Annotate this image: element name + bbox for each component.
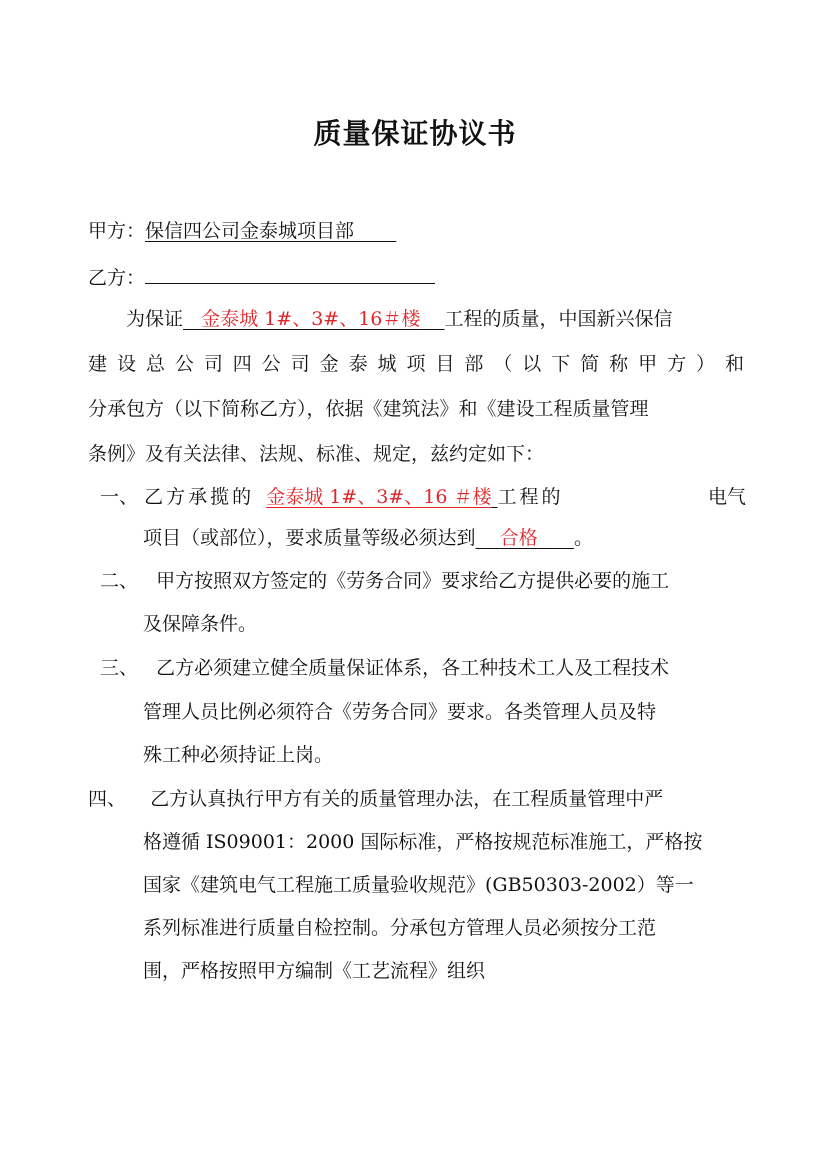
document-title: 质量保证协议书 xyxy=(313,117,517,150)
clause-2-line-1: 二、 甲方按照双方签定的《劳务合同》要求给乙方提供必要的施工 xyxy=(100,570,670,592)
clause-3-line-3: 殊工种必须持证上岗。 xyxy=(143,744,334,766)
clause-4-line-4: 系列标准进行质量自检控制。分承包方管理人员必须按分工范 xyxy=(143,917,657,939)
clause-1-project: 金泰城 1#、3#、16 ＃楼 xyxy=(266,486,492,508)
clause-2-line-2: 及保障条件。 xyxy=(143,613,258,635)
intro-line-4: 条例》及有关法律、法规、标准、规定，兹约定如下： xyxy=(88,443,545,465)
intro-line-2: 建设总公司四公司金泰城项目部（以下简称甲方）和 xyxy=(88,353,744,375)
party-b-label: 乙方： xyxy=(88,267,146,289)
clause-4-line-5: 围，严格按照甲方编制《工艺流程》组织 xyxy=(143,960,486,982)
clause-1-trade: 电气 xyxy=(707,486,746,508)
clause-2-number: 二、 xyxy=(100,570,139,592)
clause-4-line-3: 国家《建筑电气工程施工质量验收规范》(GB50303-2002）等一 xyxy=(143,874,694,896)
clause-1-grade: 合格 xyxy=(499,527,538,549)
party-a-value: 保信四公司金泰城项目部 xyxy=(145,220,355,242)
intro-project: 金泰城 1#、3#、16＃楼 xyxy=(201,308,421,330)
party-b-line xyxy=(88,261,435,291)
clause-3-line-1: 三、 乙方必须建立健全质量保证体系，各工种技术工人及工程技术 xyxy=(100,657,670,679)
clause-1-line-2: 项目（或部位），要求质量等级必须达到 合格 。 xyxy=(143,527,593,549)
clause-4-line-2: 格遵循 IS09001：2000 国际标准，严格按规范标准施工，严格按 xyxy=(143,831,703,853)
clause-3-line-2: 管理人员比例必须符合《劳务合同》要求。各类管理人员及特 xyxy=(143,701,657,723)
party-a-line xyxy=(88,218,396,244)
party-a-label: 甲方： xyxy=(88,220,146,242)
clause-4-number: 四、 xyxy=(88,788,127,810)
intro-line-3: 分承包方（以下简称乙方），依据《建筑法》和《建设工程质量管理 xyxy=(88,398,649,420)
clause-4-line-1: 四、 乙方认真执行甲方有关的质量管理办法，在工程质量管理中严 xyxy=(88,788,664,810)
clause-1-number: 一、 xyxy=(100,486,139,508)
party-b-blank xyxy=(145,261,435,284)
clause-1-line-1: 一、 乙方承揽的 金泰城 1#、3#、16 ＃楼 工程的 电气 xyxy=(100,486,746,508)
intro-line-1: 为保证 金泰城 1#、3#、16＃楼 工程的质量，中国新兴保信 xyxy=(126,308,673,330)
clause-3-number: 三、 xyxy=(100,657,139,679)
